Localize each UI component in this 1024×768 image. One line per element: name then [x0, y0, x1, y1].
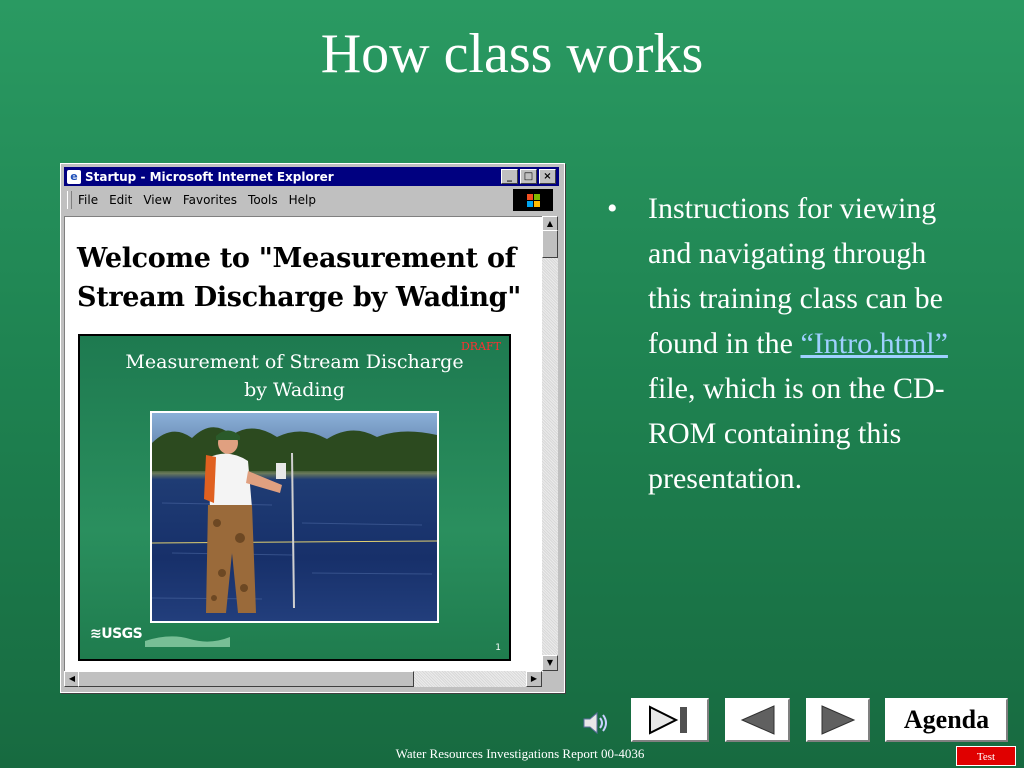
- page-heading: Welcome to "Measurement of Stream Discharge by Wading": [77, 243, 522, 313]
- menu-file: File: [78, 193, 99, 207]
- last-slide-button[interactable]: [631, 698, 709, 742]
- arrow-right-icon: [818, 704, 858, 736]
- preview-title-line2: by Wading: [244, 379, 345, 401]
- close-button: ×: [539, 169, 556, 184]
- scroll-thumb: [542, 230, 558, 258]
- browser-window-screenshot: [60, 163, 565, 693]
- previous-slide-button[interactable]: [725, 698, 790, 742]
- usgs-logo: ≋USGS: [90, 626, 143, 642]
- draft-label: DRAFT: [460, 340, 501, 353]
- bullet-text: [648, 186, 968, 501]
- scroll-down-arrow-icon: ▼: [542, 655, 558, 671]
- bullet-text-intro: Instructions for viewing and navigating through this training class can be found in the: [648, 192, 943, 360]
- scroll-thumb-horizontal: [78, 671, 414, 687]
- slide-preview: [78, 334, 511, 661]
- speaker-icon[interactable]: [580, 708, 610, 738]
- slide-title: How class works: [320, 23, 704, 85]
- preview-title: [80, 348, 509, 404]
- next-slide-button[interactable]: [806, 698, 870, 742]
- skip-to-end-icon: [646, 705, 694, 735]
- browser-window-title: Startup - Microsoft Internet Explorer: [85, 169, 334, 184]
- agenda-button[interactable]: Agenda: [885, 698, 1008, 742]
- wading-photo: [150, 411, 439, 623]
- menu-edit: Edit: [109, 193, 133, 207]
- vertical-scrollbar: [542, 216, 558, 671]
- preview-slide-number: 1: [495, 643, 501, 653]
- intro-html-link[interactable]: “Intro.html”: [800, 327, 948, 360]
- menu-favorites: Favorites: [182, 193, 238, 207]
- bullet-text-rest: file, which is on the CD-ROM containing this presentation.: [648, 372, 945, 495]
- menu-help: Help: [288, 193, 316, 207]
- usgs-wave-icon: [90, 631, 230, 647]
- footer-report-label: Water Resources Investigations Report 00-4036: [395, 746, 645, 761]
- browser-titlebar: [64, 167, 559, 186]
- browser-menubar: [64, 188, 559, 212]
- wading-photo-illustration: [152, 413, 437, 621]
- scroll-up-arrow-icon: ▲: [542, 216, 558, 232]
- horizontal-scrollbar: [64, 671, 542, 687]
- windows-logo-icon: [513, 189, 553, 211]
- browser-page-content: [64, 216, 543, 672]
- arrow-left-icon: [738, 704, 778, 736]
- toolbar-grip: [67, 191, 72, 209]
- menu-view: View: [143, 193, 172, 207]
- scroll-right-arrow-icon: ▶: [526, 671, 542, 687]
- bullet-point-icon: •: [607, 192, 618, 225]
- preview-title-line1: Measurement of Stream Discharge: [125, 351, 464, 373]
- maximize-button: □: [520, 169, 537, 184]
- menu-tools: Tools: [248, 193, 278, 207]
- scroll-left-arrow-icon: ◀: [64, 671, 80, 687]
- test-button[interactable]: Test: [956, 746, 1016, 766]
- minimize-button: _: [501, 169, 518, 184]
- internet-explorer-icon: e: [67, 170, 81, 184]
